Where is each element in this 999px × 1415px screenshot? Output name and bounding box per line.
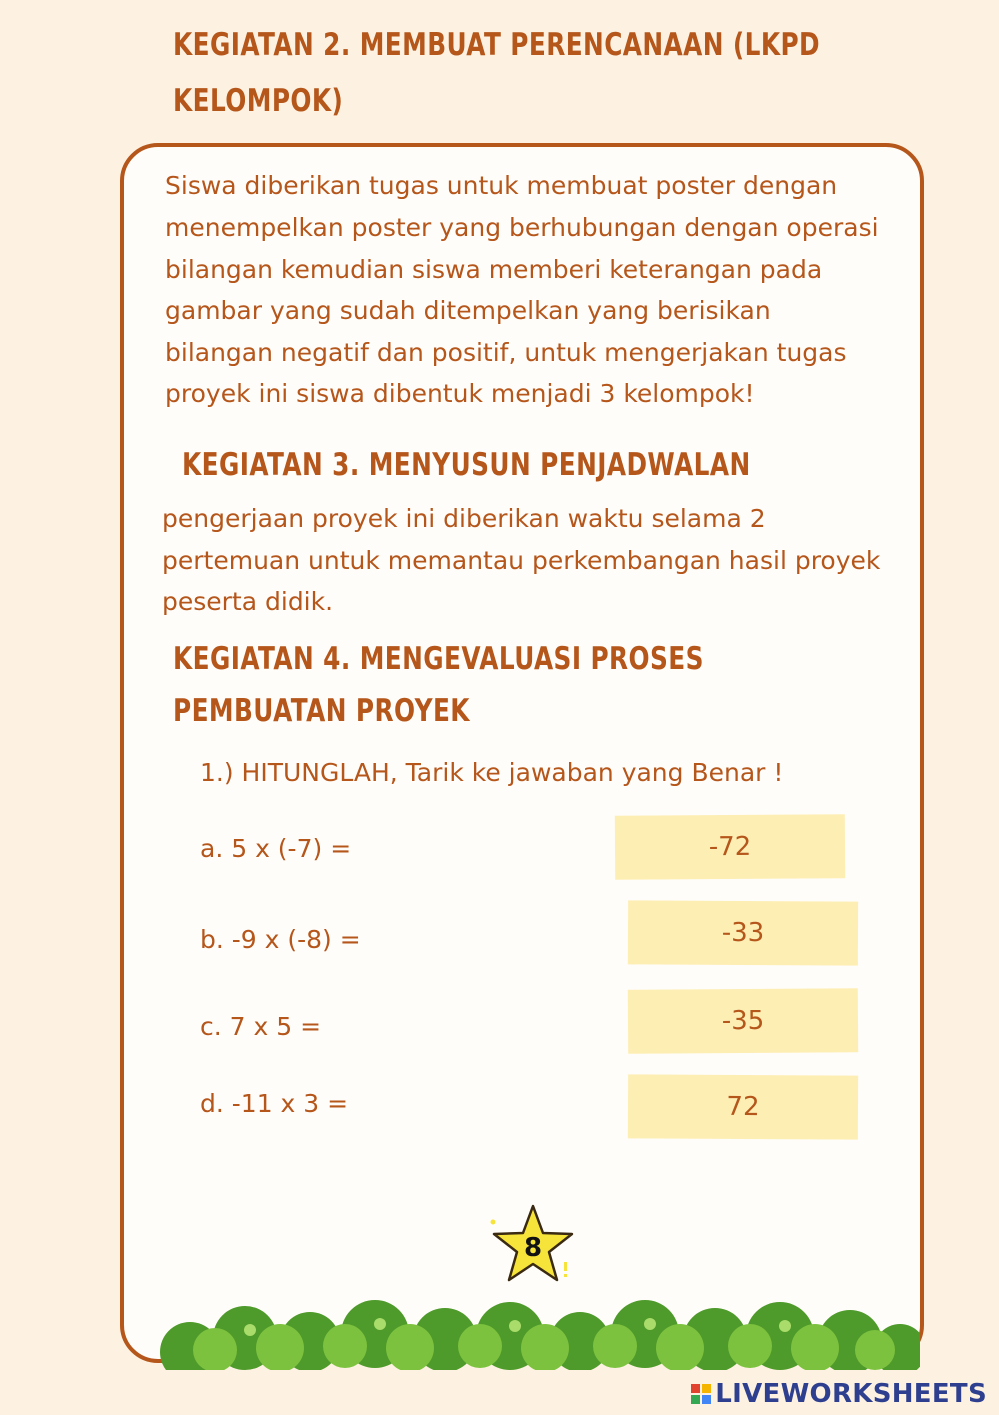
section2-line: bilangan kemudian siswa memberi keterangan pada bbox=[165, 255, 823, 284]
answer-box[interactable]: 72 bbox=[628, 1074, 858, 1139]
section2-line: bilangan negatif dan positif, untuk mengerjakan tugas bbox=[165, 338, 847, 367]
star-icon bbox=[488, 1200, 578, 1290]
page-number: 8 bbox=[523, 1233, 543, 1263]
section2-title-line2: KELOMPOK) bbox=[173, 83, 344, 119]
section3-line: peserta didik. bbox=[162, 587, 334, 616]
section2-line: gambar yang sudah ditempelkan yang berisikan bbox=[165, 296, 771, 325]
question-a[interactable]: a. 5 x (-7) = bbox=[200, 834, 352, 863]
section4-title-line1: KEGIATAN 4. MENGEVALUASI PROSES bbox=[173, 641, 704, 677]
section2-line: menempelkan poster yang berhubungan dengan operasi bbox=[165, 213, 879, 242]
section3-title: KEGIATAN 3. MENYUSUN PENJADWALAN bbox=[182, 447, 751, 483]
bushes-decoration bbox=[160, 1290, 920, 1370]
question-b[interactable]: b. -9 x (-8) = bbox=[200, 925, 361, 954]
section4-title-line2: PEMBUATAN PROYEK bbox=[173, 693, 470, 729]
question-c[interactable]: c. 7 x 5 = bbox=[200, 1012, 322, 1041]
answer-box[interactable]: -33 bbox=[628, 900, 858, 965]
section2-line: proyek ini siswa dibentuk menjadi 3 kelompok! bbox=[165, 379, 755, 408]
section3-line: pertemuan untuk memantau perkembangan hasil proyek bbox=[162, 546, 881, 575]
section2-line: Siswa diberikan tugas untuk membuat poster dengan bbox=[165, 171, 838, 200]
answer-box[interactable]: -72 bbox=[615, 814, 845, 880]
liveworksheets-logo bbox=[691, 1379, 987, 1409]
section2-title-line1: KEGIATAN 2. MEMBUAT PERENCANAAN (LKPD bbox=[173, 27, 821, 63]
brand-text: LIVEWORKSHEETS bbox=[715, 1379, 987, 1409]
answer-box[interactable]: -35 bbox=[628, 988, 858, 1054]
instruction-text: 1.) HITUNGLAH, Tarik ke jawaban yang Benar ! bbox=[200, 758, 784, 787]
question-d[interactable]: d. -11 x 3 = bbox=[200, 1089, 349, 1118]
section3-line: pengerjaan proyek ini diberikan waktu selama 2 bbox=[162, 504, 766, 533]
brand-logo-icon bbox=[691, 1384, 711, 1404]
